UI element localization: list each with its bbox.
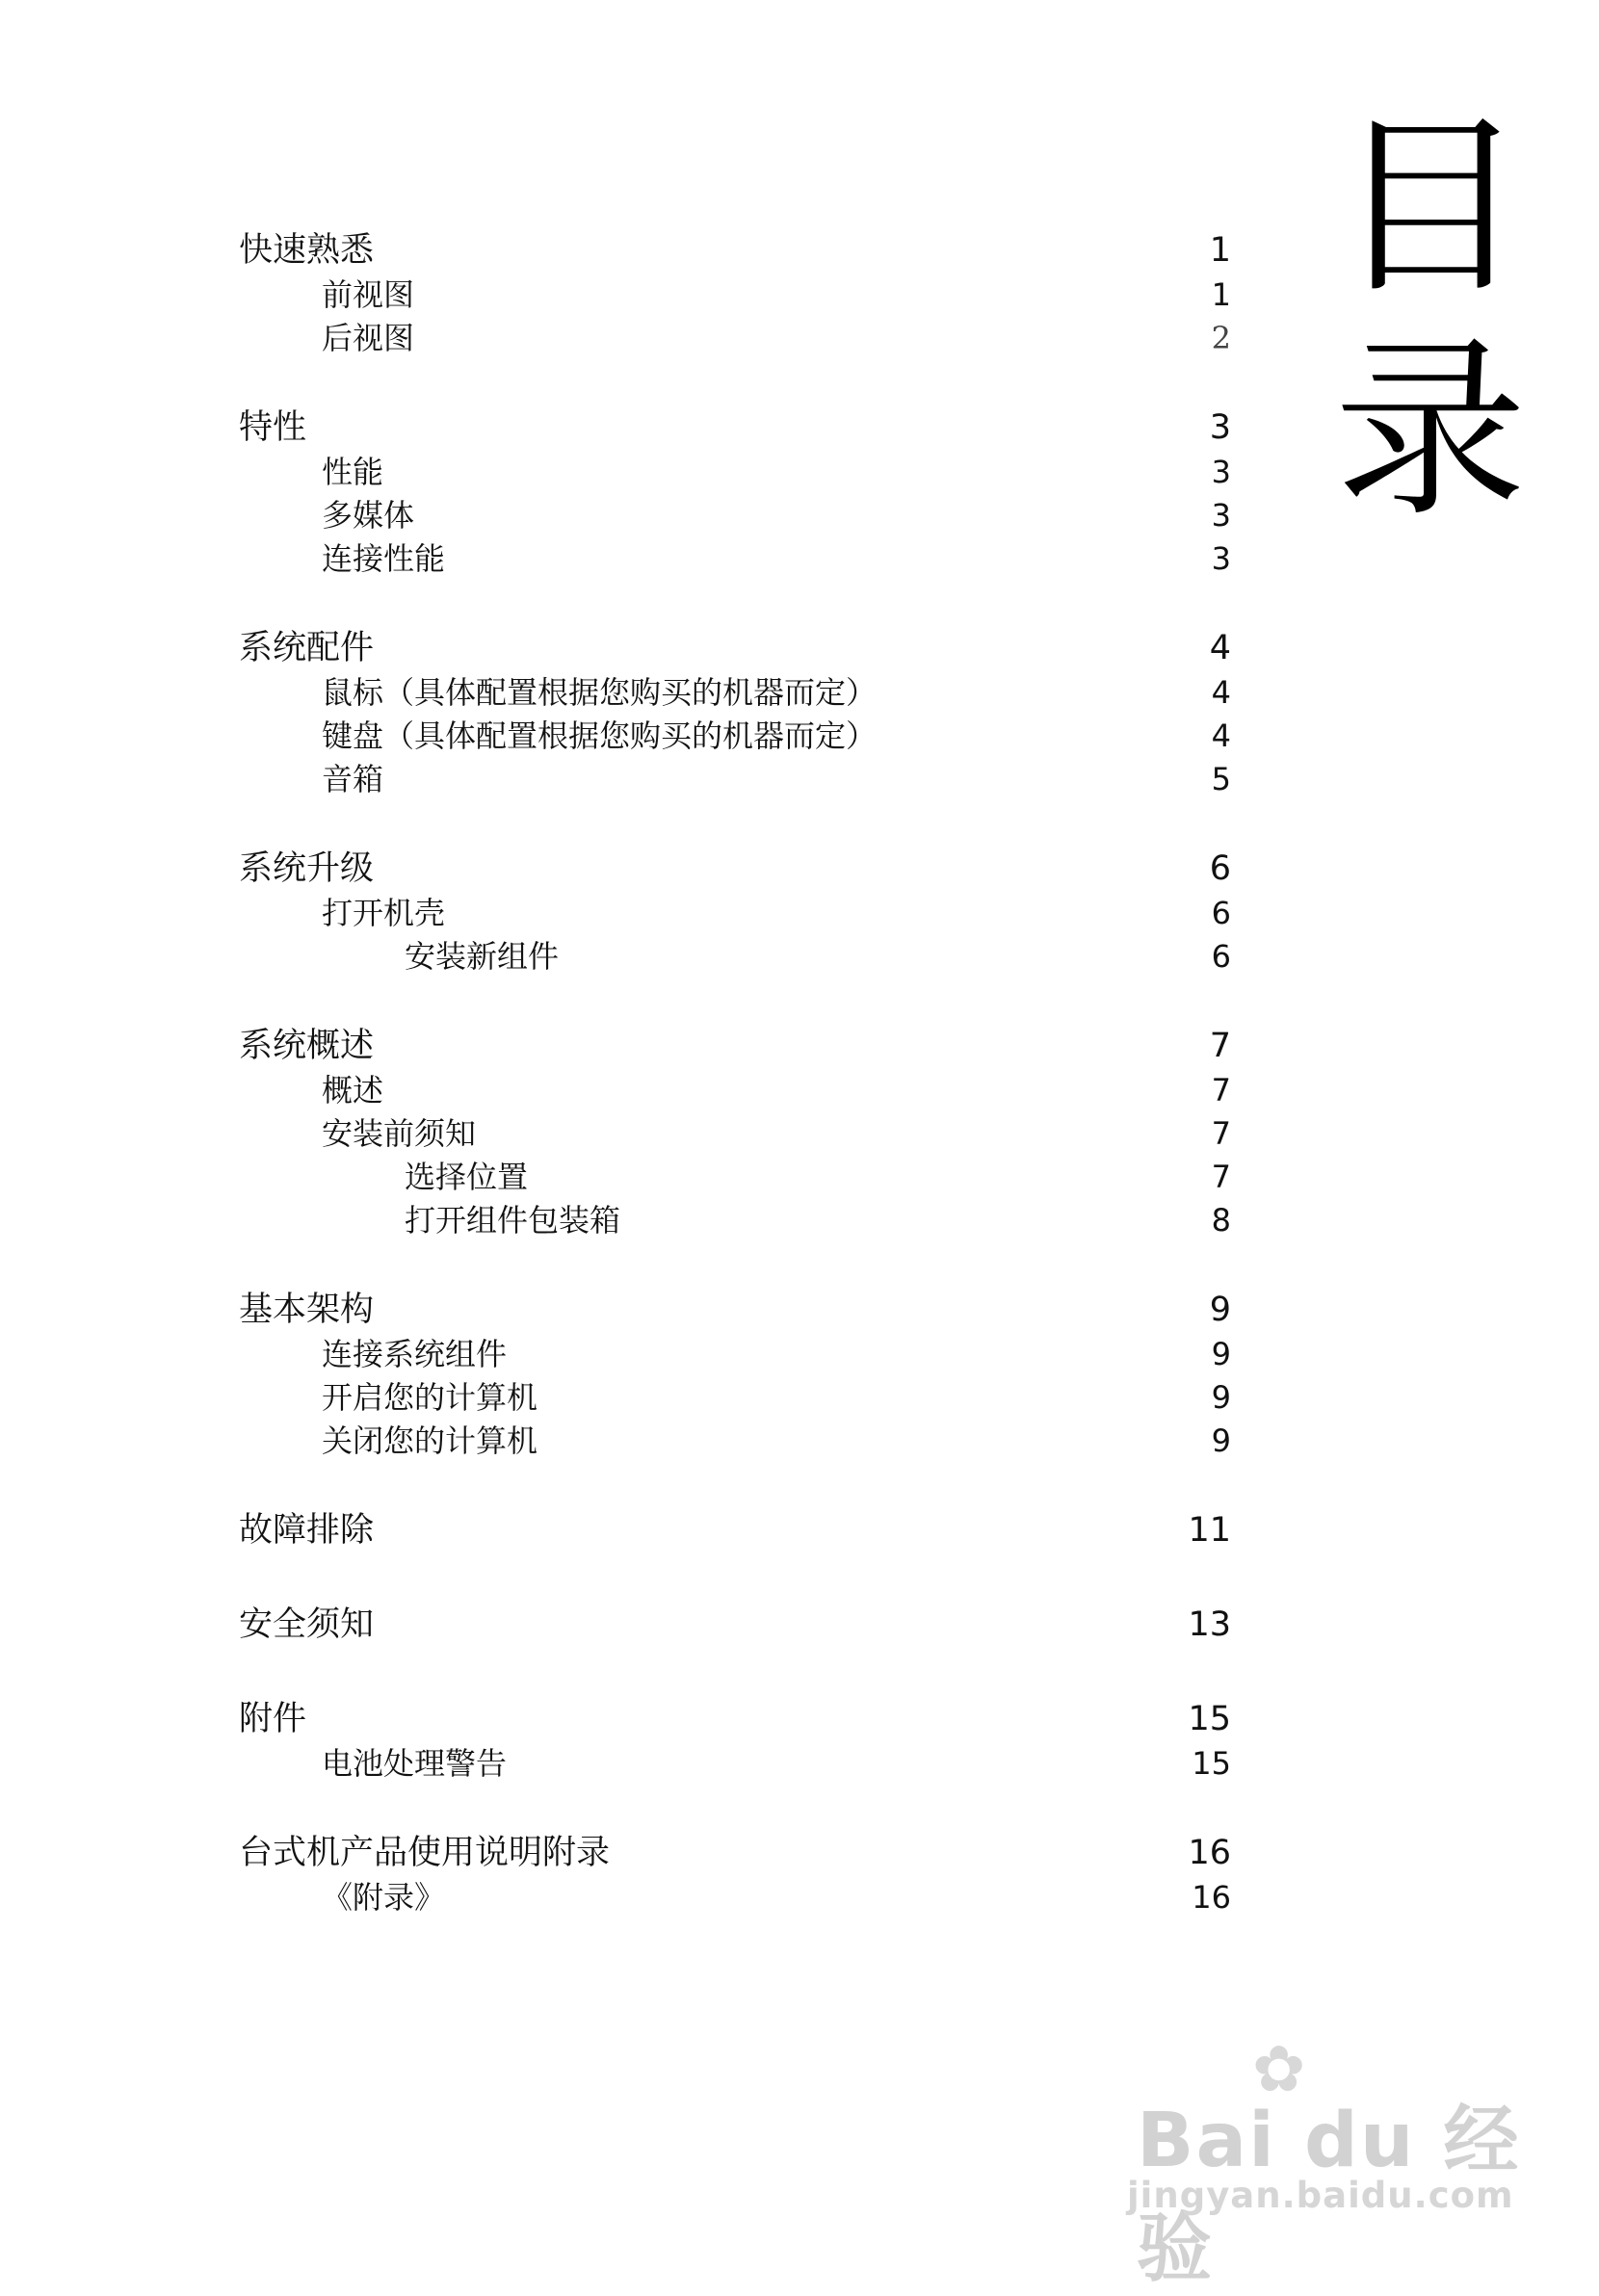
toc-entry-title: 安装前须知 xyxy=(322,1115,477,1152)
watermark-logo: Bai du 经验 xyxy=(1137,2098,1521,2292)
toc-entry-page: 3 xyxy=(1211,454,1231,490)
toc-entry[interactable] xyxy=(239,892,1231,935)
toc-entry-page: 8 xyxy=(1211,1202,1231,1239)
toc-entry[interactable] xyxy=(239,1696,1231,1742)
toc-entry-title: 开启您的计算机 xyxy=(322,1379,538,1416)
toc-section xyxy=(239,227,1231,360)
toc-entry-title: 性能 xyxy=(322,454,384,490)
toc-entry-title: 安全须知 xyxy=(239,1605,375,1644)
toc-entry[interactable] xyxy=(239,494,1231,537)
toc-entry[interactable] xyxy=(239,671,1231,715)
toc-entry-page: 9 xyxy=(1211,1336,1231,1372)
toc-entry-page: 6 xyxy=(1211,895,1231,931)
toc-entry-title: 连接系统组件 xyxy=(322,1336,508,1372)
toc-entry-page: 7 xyxy=(1211,1115,1231,1152)
toc-entry-page: 15 xyxy=(1192,1745,1231,1782)
toc-entry[interactable] xyxy=(239,227,1231,274)
toc-entry-title: 《附录》 xyxy=(322,1879,446,1916)
toc-entry-page: 5 xyxy=(1211,761,1231,797)
toc-entry[interactable] xyxy=(239,935,1231,978)
toc-entry-title: 附件 xyxy=(239,1700,307,1738)
toc-entry-title: 连接性能 xyxy=(322,540,446,577)
toc-entry[interactable] xyxy=(239,317,1231,360)
toc-entry-page: 4 xyxy=(1209,629,1231,667)
toc-section xyxy=(239,625,1231,801)
toc-entry-title: 打开机壳 xyxy=(322,895,446,931)
toc-entry-title: 关闭您的计算机 xyxy=(322,1422,538,1459)
toc-entry[interactable] xyxy=(239,1830,1231,1876)
toc-entry-page: 3 xyxy=(1211,540,1231,577)
toc-entry[interactable] xyxy=(239,1156,1231,1199)
toc-entry-title: 故障排除 xyxy=(239,1511,375,1550)
toc-entry-page: 16 xyxy=(1192,1879,1231,1916)
toc-entry-page: 15 xyxy=(1188,1700,1231,1738)
toc-entry-page: 6 xyxy=(1209,849,1231,888)
toc-entry[interactable] xyxy=(239,846,1231,892)
toc-entry-page: 16 xyxy=(1188,1834,1231,1872)
toc-entry-page: 9 xyxy=(1211,1379,1231,1416)
toc-section xyxy=(239,1287,1231,1463)
toc-entry[interactable] xyxy=(239,1602,1231,1648)
toc-entry-page: 4 xyxy=(1211,674,1231,711)
toc-entry-page: 7 xyxy=(1211,1072,1231,1109)
toc-entry-page: 13 xyxy=(1188,1605,1231,1644)
toc-entry-page: 11 xyxy=(1188,1511,1231,1550)
toc-entry-title: 选择位置 xyxy=(405,1159,529,1195)
toc-entry-page: 3 xyxy=(1211,497,1231,534)
toc-entry[interactable] xyxy=(239,758,1231,801)
toc-entry[interactable] xyxy=(239,1112,1231,1156)
toc-entry[interactable] xyxy=(239,451,1231,494)
toc-entry-title: 特性 xyxy=(239,408,307,447)
toc-entry-title: 鼠标（具体配置根据您购买的机器而定） xyxy=(322,674,878,711)
toc-entry[interactable] xyxy=(239,404,1231,451)
toc-entry-title: 快速熟悉 xyxy=(239,231,375,270)
toc-entry[interactable] xyxy=(239,715,1231,758)
toc-entry[interactable] xyxy=(239,537,1231,581)
table-of-contents xyxy=(239,227,1231,1964)
toc-entry-page: 3 xyxy=(1209,408,1231,447)
toc-entry[interactable] xyxy=(239,274,1231,317)
toc-entry-title: 电池处理警告 xyxy=(322,1745,508,1782)
toc-entry-title: 台式机产品使用说明附录 xyxy=(239,1834,611,1872)
toc-entry-title: 系统概述 xyxy=(239,1027,375,1065)
toc-section xyxy=(239,1696,1231,1786)
toc-entry-page: 2 xyxy=(1211,320,1231,356)
toc-entry-page: 1 xyxy=(1211,276,1231,313)
toc-entry-page: 7 xyxy=(1209,1027,1231,1065)
watermark-url: jingyan.baidu.com xyxy=(1127,2175,1514,2216)
toc-entry[interactable] xyxy=(239,1069,1231,1112)
heading-char-1: 目 xyxy=(1334,95,1528,320)
toc-entry-page: 7 xyxy=(1211,1159,1231,1195)
toc-section xyxy=(239,846,1231,978)
toc-entry-title: 打开组件包装箱 xyxy=(405,1202,621,1239)
toc-entry-page: 6 xyxy=(1211,938,1231,975)
toc-section xyxy=(239,1023,1231,1242)
toc-section xyxy=(239,1830,1231,1919)
toc-entry-page: 1 xyxy=(1209,231,1231,270)
heading-char-2: 录 xyxy=(1334,319,1528,543)
toc-entry-title: 系统升级 xyxy=(239,849,375,888)
toc-entry[interactable] xyxy=(239,1333,1231,1376)
toc-entry[interactable] xyxy=(239,1287,1231,1333)
toc-entry[interactable] xyxy=(239,1376,1231,1420)
toc-section xyxy=(239,1602,1231,1648)
toc-entry[interactable] xyxy=(239,1023,1231,1069)
toc-entry-title: 多媒体 xyxy=(322,497,415,534)
toc-entry-title: 基本架构 xyxy=(239,1291,375,1329)
toc-entry-title: 音箱 xyxy=(322,761,384,797)
toc-entry[interactable] xyxy=(239,1876,1231,1919)
toc-entry-page: 9 xyxy=(1211,1422,1231,1459)
toc-entry-title: 前视图 xyxy=(322,276,415,313)
toc-entry-page: 4 xyxy=(1211,718,1231,754)
watermark xyxy=(1127,2032,1532,2292)
toc-section xyxy=(239,1507,1231,1553)
toc-entry[interactable] xyxy=(239,625,1231,671)
toc-entry-title: 安装新组件 xyxy=(405,938,560,975)
toc-entry-title: 系统配件 xyxy=(239,629,375,667)
toc-entry[interactable] xyxy=(239,1507,1231,1553)
page-heading xyxy=(1334,95,1528,543)
toc-entry-page: 9 xyxy=(1209,1291,1231,1329)
toc-entry-title: 键盘（具体配置根据您购买的机器而定） xyxy=(322,718,878,754)
toc-entry[interactable] xyxy=(239,1742,1231,1786)
toc-entry-title: 后视图 xyxy=(322,320,415,356)
toc-entry[interactable] xyxy=(239,1199,1231,1242)
toc-entry-title: 概述 xyxy=(322,1072,384,1109)
toc-entry[interactable] xyxy=(239,1420,1231,1463)
toc-section xyxy=(239,404,1231,581)
paw-icon: ✿ xyxy=(1252,2032,1306,2106)
